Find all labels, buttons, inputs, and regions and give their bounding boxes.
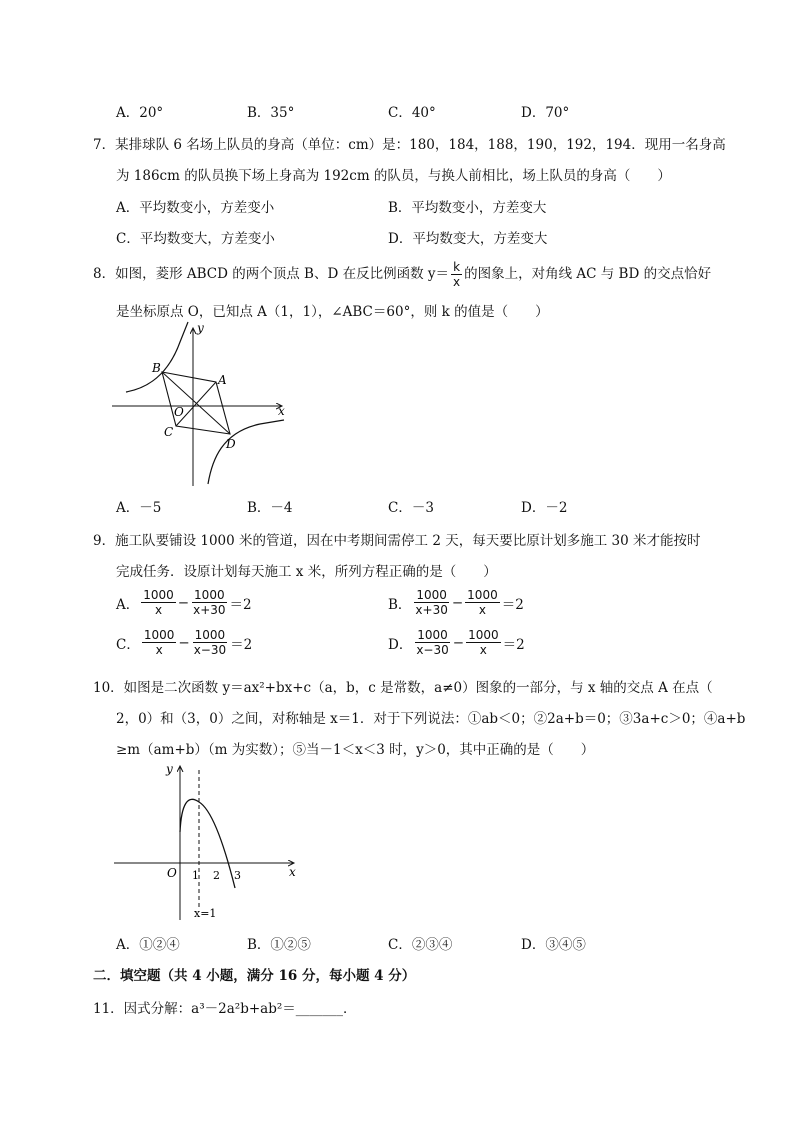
q8-hyperbola-lower <box>208 420 284 484</box>
q9-c-label: C． <box>116 636 140 653</box>
q10-axis-label: x=1 <box>194 907 217 920</box>
q10-option-c: C．②③④ <box>388 937 453 953</box>
q8-fraction <box>451 260 462 289</box>
q9-option-b: B． $\frac{1000}{x+30}$ − $\frac{1000}{x}$ ＝2 <box>388 588 524 617</box>
q9-a-frac1 <box>141 588 176 617</box>
q8-frac-den: x <box>453 275 461 289</box>
q10-label-o: O <box>167 866 177 880</box>
q9-option-a: A． $\frac{1000}{x}$ − $\frac{1000}{x+30}$ ＝2 <box>116 588 252 617</box>
q9-b-n2: 1000 <box>467 588 498 602</box>
q8-option-a: A．－5 <box>116 500 162 516</box>
q9-d-n2: 1000 <box>468 628 499 642</box>
q9-a-d2: x+30 <box>193 603 226 617</box>
q9-a-n1: 1000 <box>143 588 174 602</box>
q6-option-c: C．40° <box>388 105 436 121</box>
q10-figure <box>110 760 300 925</box>
q9-b-frac1 <box>413 588 449 617</box>
q8-label-c: C <box>164 425 174 439</box>
q9-b-label: B． <box>388 596 412 613</box>
q8-stem-line2: 是坐标原点 O，已知点 A（1，1），∠ABC＝60°，则 k 的值是（ ） <box>116 304 549 320</box>
q8-hyperbola-upper <box>126 322 188 392</box>
q8-option-b: B．－4 <box>247 500 293 516</box>
q10-label-y: y <box>166 762 173 776</box>
q9-d-n1: 1000 <box>417 628 448 642</box>
q9-c-frac2 <box>192 628 228 657</box>
q9-c-frac1 <box>142 628 177 657</box>
q9-d-rhs: ＝2 <box>502 636 525 653</box>
q9-a-label: A． <box>116 596 140 613</box>
q9-a-n2: 1000 <box>194 588 225 602</box>
q10-option-d: D．③④⑤ <box>521 937 586 953</box>
q6-option-a: A．20° <box>116 105 164 121</box>
q9-c-rhs: ＝2 <box>230 636 253 653</box>
q9-option-c: C． $\frac{1000}{x}$ − $\frac{1000}{x-30}$ ＝2 <box>116 628 253 657</box>
q10-label-x: x <box>289 865 296 879</box>
q7-stem-line2: 为 186cm 的队员换下场上身高为 192cm 的队员，与换人前相比，场上队员的身高（ ） <box>116 168 671 184</box>
q7-option-c: C．平均数变大，方差变小 <box>116 231 275 247</box>
q9-d-d1: x−30 <box>416 643 449 657</box>
q8-label-x: x <box>278 404 285 418</box>
q9-d-frac1 <box>414 628 450 657</box>
q9-d-d2: x <box>479 643 487 657</box>
q9-d-frac2 <box>466 628 501 657</box>
q9-b-n1: 1000 <box>416 588 447 602</box>
q8-label-a: A <box>218 373 227 387</box>
q8-option-d: D．－2 <box>521 500 568 516</box>
section2-title: 二．填空题（共 4 小题，满分 16 分，每小题 4 分） <box>93 968 416 984</box>
q9-c-n2: 1000 <box>194 628 226 642</box>
q9-b-frac2 <box>465 588 500 617</box>
q9-c-n1: 1000 <box>143 628 175 642</box>
q9-c-d1: x <box>155 643 163 657</box>
q9-b-d1: x+30 <box>415 603 448 617</box>
q8-label-d: D <box>226 437 236 451</box>
q10-tick-1: 1 <box>192 869 199 882</box>
q7-option-a: A．平均数变小，方差变小 <box>116 200 275 216</box>
q8-label-b: B <box>152 361 161 375</box>
q9-stem-line2: 完成任务．设原计划每天施工 x 米，所列方程正确的是（ ） <box>116 564 497 580</box>
q8-frac-num: k <box>453 260 461 274</box>
q6-option-d: D．70° <box>521 105 570 121</box>
q8-stem-line1 <box>93 260 711 289</box>
q9-a-d1: x <box>154 603 163 617</box>
q10-option-b: B．①②⑤ <box>247 937 311 953</box>
q8-stem-post: 的图象上，对角线 AC 与 BD 的交点恰好 <box>464 266 712 282</box>
q10-option-a: A．①②④ <box>116 937 180 953</box>
q10-tick-2: 2 <box>213 869 220 882</box>
q9-d-label: D． <box>388 636 413 653</box>
q9-b-rhs: ＝2 <box>501 596 524 613</box>
q10-parabola <box>180 799 235 888</box>
q6-option-b: B．35° <box>247 105 295 121</box>
q10-stem-line2: 2，0）和（3，0）之间，对称轴是 x＝1．对于下列说法：①ab＜0；②2a+b＝0；③3a+c＞0；④a+b <box>116 711 746 727</box>
q8-label-o: O <box>174 405 184 419</box>
q10-tick-3: 3 <box>234 869 241 882</box>
q8-label-y: y <box>197 321 204 335</box>
q9-b-d2: x <box>478 603 486 617</box>
q8-option-c: C．－3 <box>388 500 434 516</box>
q8-diagonal-ac <box>176 382 216 426</box>
q11-stem: 11．因式分解：a³－2a²b+ab²＝_______． <box>93 1001 357 1017</box>
q9-option-d: D． $\frac{1000}{x-30}$ − $\frac{1000}{x}$ ＝2 <box>388 628 525 657</box>
q8-figure <box>110 320 290 488</box>
q10-stem-line3: ≥m（am+b）（m 为实数）；⑤当－1＜x＜3 时，y＞0，其中正确的是（ ） <box>116 742 595 758</box>
q9-a-frac2 <box>191 588 227 617</box>
q7-option-b: B．平均数变小，方差变大 <box>388 200 547 216</box>
q8-stem-pre: 8．如图，菱形 ABCD 的两个顶点 B、D 在反比例函数 y＝ <box>93 266 449 282</box>
q9-a-rhs: ＝2 <box>229 596 252 613</box>
q9-stem-line1: 9．施工队要铺设 1000 米的管道，因在中考期间需停工 2 天，每天要比原计划多施工 30 米才能按时 <box>93 533 701 549</box>
q7-stem-line1: 7．某排球队 6 名场上队员的身高（单位：cm）是：180，184，188，190，192，194．现用一名身高 <box>93 137 726 153</box>
q10-stem-line1: 10．如图是二次函数 y＝ax²+bx+c（a，b，c 是常数，a≠0）图象的一部分，与 x 轴的交点 A 在点（ <box>93 680 713 696</box>
q7-option-d: D．平均数变大，方差变大 <box>388 231 548 247</box>
q9-c-d2: x−30 <box>193 643 227 657</box>
